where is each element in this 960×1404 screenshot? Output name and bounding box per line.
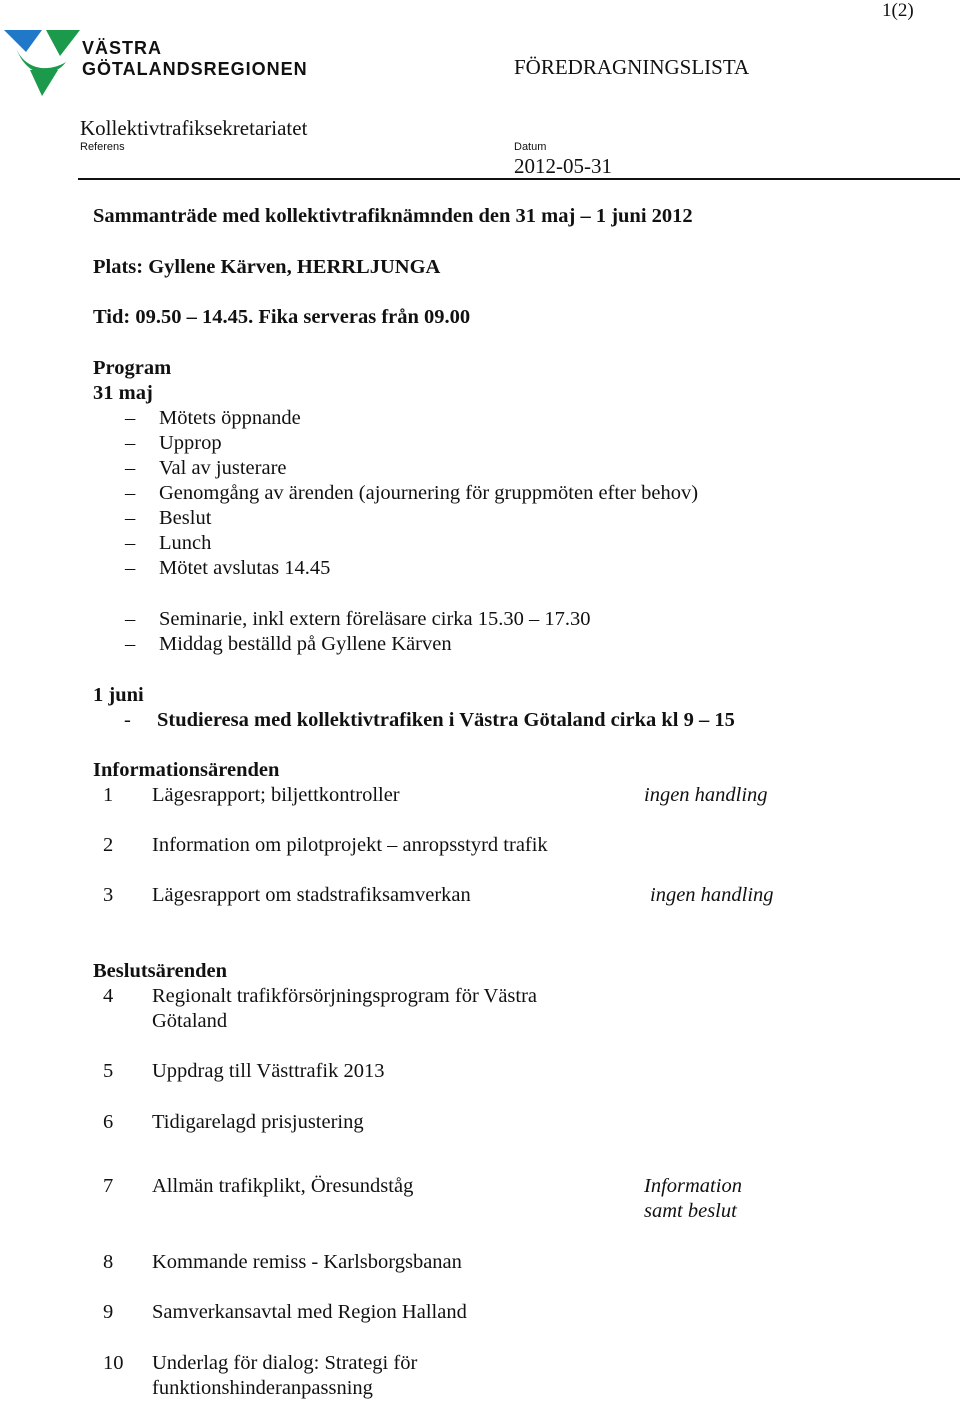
program-item: Seminarie, inkl extern föreläsare cirka 15.30 – 17.30 — [159, 608, 591, 630]
item-number: 8 — [103, 1251, 114, 1273]
item-number: 6 — [103, 1111, 114, 1133]
info-heading: Informationsärenden — [93, 759, 280, 781]
department-name: Kollektivtrafiksekretariatet — [80, 116, 308, 140]
logo-line-1: VÄSTRA — [82, 38, 163, 58]
program-item: Middag beställd på Gyllene Kärven — [159, 633, 452, 655]
agenda-item-text: Information om pilotprojekt – anropsstyrd trafik — [152, 834, 548, 856]
meeting-place: Plats: Gyllene Kärven, HERRLJUNGA — [93, 256, 441, 278]
agenda-item-text: Samverkansavtal med Region Halland — [152, 1301, 467, 1323]
list-dash: – — [125, 432, 136, 454]
program-item: Mötets öppnande — [159, 407, 301, 429]
meeting-title: Sammanträde med kollektivtrafiknämnden den 31 maj – 1 juni 2012 — [93, 205, 693, 227]
day2-label: 1 juni — [93, 684, 144, 706]
program-item: Lunch — [159, 532, 212, 554]
item-number: 1 — [103, 784, 114, 806]
agenda-item-text: Kommande remiss - Karlsborgsbanan — [152, 1251, 462, 1273]
item-number: 5 — [103, 1060, 114, 1082]
reference-label: Referens — [80, 141, 125, 153]
document-type: FÖREDRAGNINGSLISTA — [514, 55, 750, 79]
list-dash: – — [125, 633, 136, 655]
agenda-item-note: ingen handling — [644, 784, 768, 806]
item-number: 10 — [103, 1352, 124, 1374]
agenda-item-text: Regionalt trafikförsörjningsprogram för Västra — [152, 985, 538, 1007]
agenda-item-note: ingen handling — [650, 884, 774, 906]
program-heading: Program — [93, 357, 172, 379]
list-dash: – — [125, 557, 136, 579]
item-number: 7 — [103, 1175, 114, 1197]
list-dash: – — [125, 457, 136, 479]
item-number: 2 — [103, 834, 114, 856]
program-item: Val av justerare — [159, 457, 287, 479]
list-dash: – — [125, 507, 136, 529]
agenda-item-text: Lägesrapport; biljettkontroller — [152, 784, 400, 806]
agenda-item-text: Underlag för dialog: Strategi för — [152, 1352, 418, 1374]
item-number: 4 — [103, 985, 114, 1007]
agenda-item-text: Lägesrapport om stadstrafiksamverkan — [152, 884, 471, 906]
decision-heading: Beslutsärenden — [93, 960, 228, 982]
header-divider — [78, 178, 960, 180]
program-item: Mötet avslutas 14.45 — [159, 557, 331, 579]
logo-line-2: GÖTALANDSREGIONEN — [82, 59, 308, 79]
vastra-gotalandsregionen-logo — [2, 26, 337, 98]
list-dash: – — [125, 482, 136, 504]
program-item: Genomgång av ärenden (ajournering för gruppmöten efter behov) — [159, 482, 699, 504]
day2-item: Studieresa med kollektivtrafiken i Västra Götaland cirka kl 9 – 15 — [157, 709, 735, 731]
meeting-time: Tid: 09.50 – 14.45. Fika serveras från 09.00 — [93, 306, 471, 328]
agenda-item-text: Tidigarelagd prisjustering — [152, 1111, 364, 1133]
date-label: Datum — [514, 141, 547, 153]
agenda-item-note: Information — [644, 1175, 742, 1197]
agenda-item-text: Allmän trafikplikt, Öresundståg — [152, 1175, 414, 1197]
agenda-item-text: Uppdrag till Västtrafik 2013 — [152, 1060, 385, 1082]
day1-label: 31 maj — [93, 382, 153, 404]
list-dash: – — [125, 532, 136, 554]
page-number: 1(2) — [882, 0, 914, 21]
list-bullet: - — [124, 709, 131, 731]
item-number: 9 — [103, 1301, 114, 1323]
agenda-item-text-cont: Götaland — [152, 1010, 228, 1032]
list-dash: – — [125, 407, 136, 429]
agenda-item-text-cont: funktionshinderanpassning — [152, 1377, 373, 1399]
program-item: Upprop — [159, 432, 222, 454]
agenda-item-note-cont: samt beslut — [644, 1200, 737, 1222]
program-item: Beslut — [159, 507, 212, 529]
date-value: 2012-05-31 — [514, 154, 612, 178]
item-number: 3 — [103, 884, 114, 906]
list-dash: – — [125, 608, 136, 630]
